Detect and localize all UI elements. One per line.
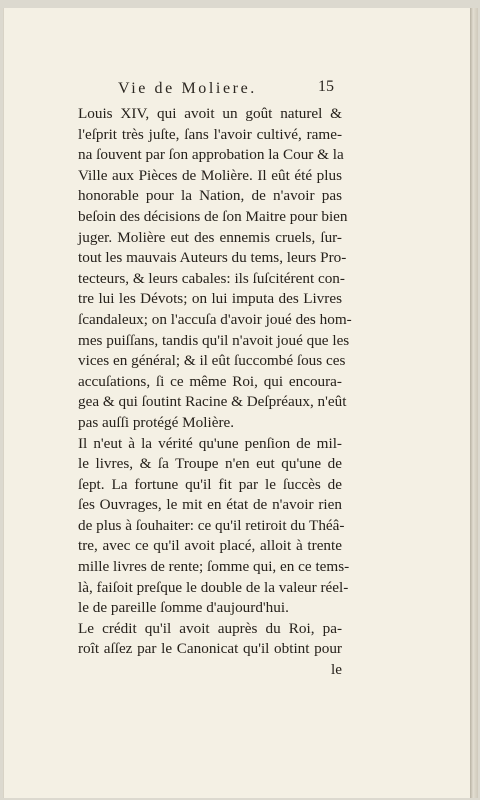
text-line: tre lui les Dévots; on lui imputa des Livres (78, 290, 342, 308)
text-line: ſept. La fortune qu'il fit par le ſuccès de (78, 475, 342, 493)
page-number: 15 (318, 78, 334, 95)
text-line: roît aſſez par le Canonicat qu'il obtint pour (78, 640, 342, 658)
text-line: tout les mauvais Auteurs du tems, leurs Pro- (78, 249, 347, 267)
text-line: na ſouvent par ſon approbation la Cour & la (78, 146, 344, 164)
paragraph-2 (78, 434, 350, 619)
text-line: accuſations, ſi ce même Roi, qui encoura- (78, 372, 342, 390)
text-line: Le crédit qu'il avoit auprès du Roi, pa- (78, 619, 342, 637)
body-text (78, 104, 352, 681)
text-line: l'eſprit très juſte, ſans l'avoir cultivé, rame- (78, 125, 342, 143)
catchword: le (331, 661, 342, 679)
paragraph-1 (78, 104, 352, 434)
text-line: ſcandaleux; on l'accuſa d'avoir joué des hom- (78, 310, 352, 328)
text-line: Ville aux Pièces de Molière. Il eût été plus (78, 166, 342, 184)
running-head: Vie de Moliere. (118, 80, 257, 97)
text-line: Louis XIV, qui avoit un goût naturel & (78, 105, 342, 122)
text-line: juger. Molière eut des ennemis cruels, ſur- (78, 228, 342, 246)
paragraph-3 (78, 619, 342, 660)
text-line: de plus à ſouhaiter: ce qu'il retiroit du Théâ- (78, 516, 345, 534)
text-line: tre, avec ce qu'il avoit placé, alloit à trente (78, 537, 342, 555)
text-line: gea & qui ſoutint Racine & Deſpréaux, n'eût (78, 393, 347, 411)
text-line: là, faiſoit preſque le double de la valeur réel- (78, 578, 349, 596)
text-line: beſoin des décisions de ſon Maitre pour bien (78, 207, 348, 225)
text-line: pas auſſi protégé Molière. (78, 413, 235, 431)
text-line: vices en général; & il eût ſuccombé ſous ces (78, 352, 346, 370)
text-line: ſes Ouvrages, le mit en état de n'avoir rien (78, 496, 342, 514)
text-line: tecteurs, & leurs cabales: ils ſuſcitérent con- (78, 269, 345, 287)
text-line: Il n'eut à la vérité qu'une penſion de mil- (78, 434, 342, 452)
text-line: mille livres de rente; ſomme qui, en ce tems- (78, 558, 350, 576)
text-line: mes puiſſans, tandis qu'il n'avoit joué que les (78, 331, 350, 349)
page-edge (470, 8, 478, 798)
text-line: le de pareille ſomme d'aujourd'hui. (78, 599, 289, 617)
text-line: honorable pour la Nation, de n'avoir pas (78, 187, 342, 205)
text-line: le livres, & ſa Troupe n'en eut qu'une de (78, 455, 342, 473)
